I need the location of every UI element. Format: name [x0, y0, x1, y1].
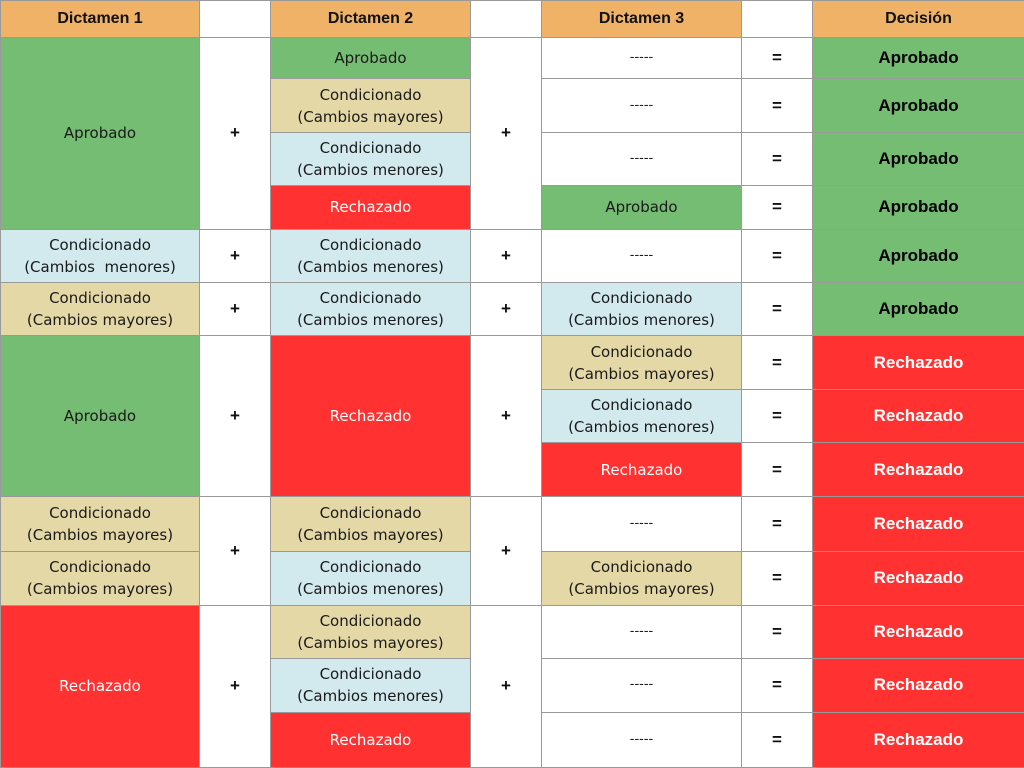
plus-operator: + — [471, 336, 542, 496]
value-label: Condicionado (Cambios menores) — [568, 396, 715, 437]
decision-cell: Aprobado — [813, 38, 1024, 79]
table-row — [1, 496, 1024, 551]
decision-cell: Rechazado — [813, 605, 1024, 658]
value-label: Condicionado (Cambios menores) — [297, 235, 444, 276]
dictamen2-cell: Aprobado — [271, 38, 471, 79]
equals-operator: = — [742, 496, 813, 551]
decision-cell: Aprobado — [813, 186, 1024, 229]
decision-cell: Aprobado — [813, 132, 1024, 185]
value-label: Condicionado (Cambios mayores) — [568, 558, 715, 599]
decision-cell: Rechazado — [813, 443, 1024, 496]
dictamen3-cell: ----- — [542, 132, 742, 185]
value-label: Condicionado (Cambios menores) — [24, 235, 176, 276]
header-blank — [200, 1, 271, 38]
header-dictamen-2: Dictamen 2 — [271, 1, 471, 38]
equals-operator: = — [742, 79, 813, 132]
value-label: Condicionado (Cambios menores) — [297, 138, 444, 179]
value-label: Condicionado (Cambios mayores) — [26, 558, 174, 599]
value-label: Condicionado (Cambios mayores) — [568, 342, 715, 383]
dictamen2-cell — [271, 282, 471, 335]
value-label: Condicionado (Cambios mayores) — [26, 289, 174, 330]
equals-operator: = — [742, 712, 813, 768]
dictamen2-cell — [271, 132, 471, 185]
table-row — [1, 38, 1024, 79]
dictamen3-cell — [542, 282, 742, 335]
decision-cell: Rechazado — [813, 496, 1024, 551]
equals-operator: = — [742, 336, 813, 389]
decision-cell: Aprobado — [813, 79, 1024, 132]
equals-operator: = — [742, 229, 813, 282]
decision-cell: Rechazado — [813, 336, 1024, 389]
dictamen2-cell — [271, 659, 471, 712]
dictamen2-cell: Rechazado — [271, 712, 471, 768]
decision-cell: Rechazado — [813, 389, 1024, 442]
equals-operator: = — [742, 282, 813, 335]
value-label: Condicionado (Cambios mayores) — [297, 503, 444, 544]
equals-operator: = — [742, 38, 813, 79]
header-dictamen-3: Dictamen 3 — [542, 1, 742, 38]
header-blank — [742, 1, 813, 38]
table-row — [1, 229, 1024, 282]
table-row — [1, 605, 1024, 658]
table-row — [1, 282, 1024, 335]
value-label: Condicionado (Cambios menores) — [297, 558, 444, 599]
dictamen3-cell — [542, 336, 742, 389]
dictamen3-cell: ----- — [542, 79, 742, 132]
table-row — [1, 336, 1024, 389]
decision-cell: Rechazado — [813, 659, 1024, 712]
value-label: Condicionado (Cambios menores) — [297, 289, 444, 330]
dictamen3-cell — [542, 389, 742, 442]
value-label: Condicionado (Cambios mayores) — [26, 503, 174, 544]
dictamen1-cell: Aprobado — [1, 336, 200, 496]
dictamen2-cell — [271, 605, 471, 658]
dictamen2-cell — [271, 229, 471, 282]
dictamen3-cell: Rechazado — [542, 443, 742, 496]
dictamen3-cell: ----- — [542, 712, 742, 768]
value-label: Condicionado (Cambios mayores) — [297, 85, 444, 126]
header-blank — [471, 1, 542, 38]
dictamen3-cell: ----- — [542, 605, 742, 658]
equals-operator: = — [742, 132, 813, 185]
dictamen3-cell: Aprobado — [542, 186, 742, 229]
plus-operator: + — [200, 336, 271, 496]
plus-operator: + — [471, 282, 542, 335]
equals-operator: = — [742, 659, 813, 712]
header-decision: Decisión — [813, 1, 1024, 38]
dictamen1-cell — [1, 552, 200, 605]
value-label: Condicionado (Cambios mayores) — [297, 611, 444, 652]
dictamen2-cell — [271, 79, 471, 132]
plus-operator: + — [200, 282, 271, 335]
equals-operator: = — [742, 605, 813, 658]
dictamen3-cell: ----- — [542, 38, 742, 79]
plus-operator: + — [471, 38, 542, 230]
dictamen1-cell: Rechazado — [1, 605, 200, 767]
value-label: Condicionado (Cambios menores) — [568, 289, 715, 330]
plus-operator: + — [200, 605, 271, 767]
dictamen3-cell: ----- — [542, 229, 742, 282]
dictamen3-cell: ----- — [542, 659, 742, 712]
decision-cell: Rechazado — [813, 712, 1024, 768]
equals-operator: = — [742, 186, 813, 229]
dictamen2-cell: Rechazado — [271, 336, 471, 496]
dictamen1-cell — [1, 229, 200, 282]
dictamen1-cell — [1, 282, 200, 335]
decision-cell: Aprobado — [813, 229, 1024, 282]
plus-operator: + — [200, 38, 271, 230]
dictamen1-cell — [1, 496, 200, 551]
dictamen3-cell: ----- — [542, 496, 742, 551]
header-dictamen-1: Dictamen 1 — [1, 1, 200, 38]
plus-operator: + — [471, 605, 542, 767]
header-row — [1, 1, 1024, 38]
dictamen2-cell — [271, 552, 471, 605]
decision-cell: Rechazado — [813, 552, 1024, 605]
plus-operator: + — [200, 496, 271, 605]
equals-operator: = — [742, 552, 813, 605]
decision-cell: Aprobado — [813, 282, 1024, 335]
dictamen2-cell — [271, 496, 471, 551]
dictamen3-cell — [542, 552, 742, 605]
equals-operator: = — [742, 443, 813, 496]
dictamen2-cell: Rechazado — [271, 186, 471, 229]
equals-operator: = — [742, 389, 813, 442]
plus-operator: + — [471, 496, 542, 605]
plus-operator: + — [200, 229, 271, 282]
plus-operator: + — [471, 229, 542, 282]
value-label: Condicionado (Cambios menores) — [297, 665, 444, 706]
dictamen1-cell: Aprobado — [1, 38, 200, 230]
